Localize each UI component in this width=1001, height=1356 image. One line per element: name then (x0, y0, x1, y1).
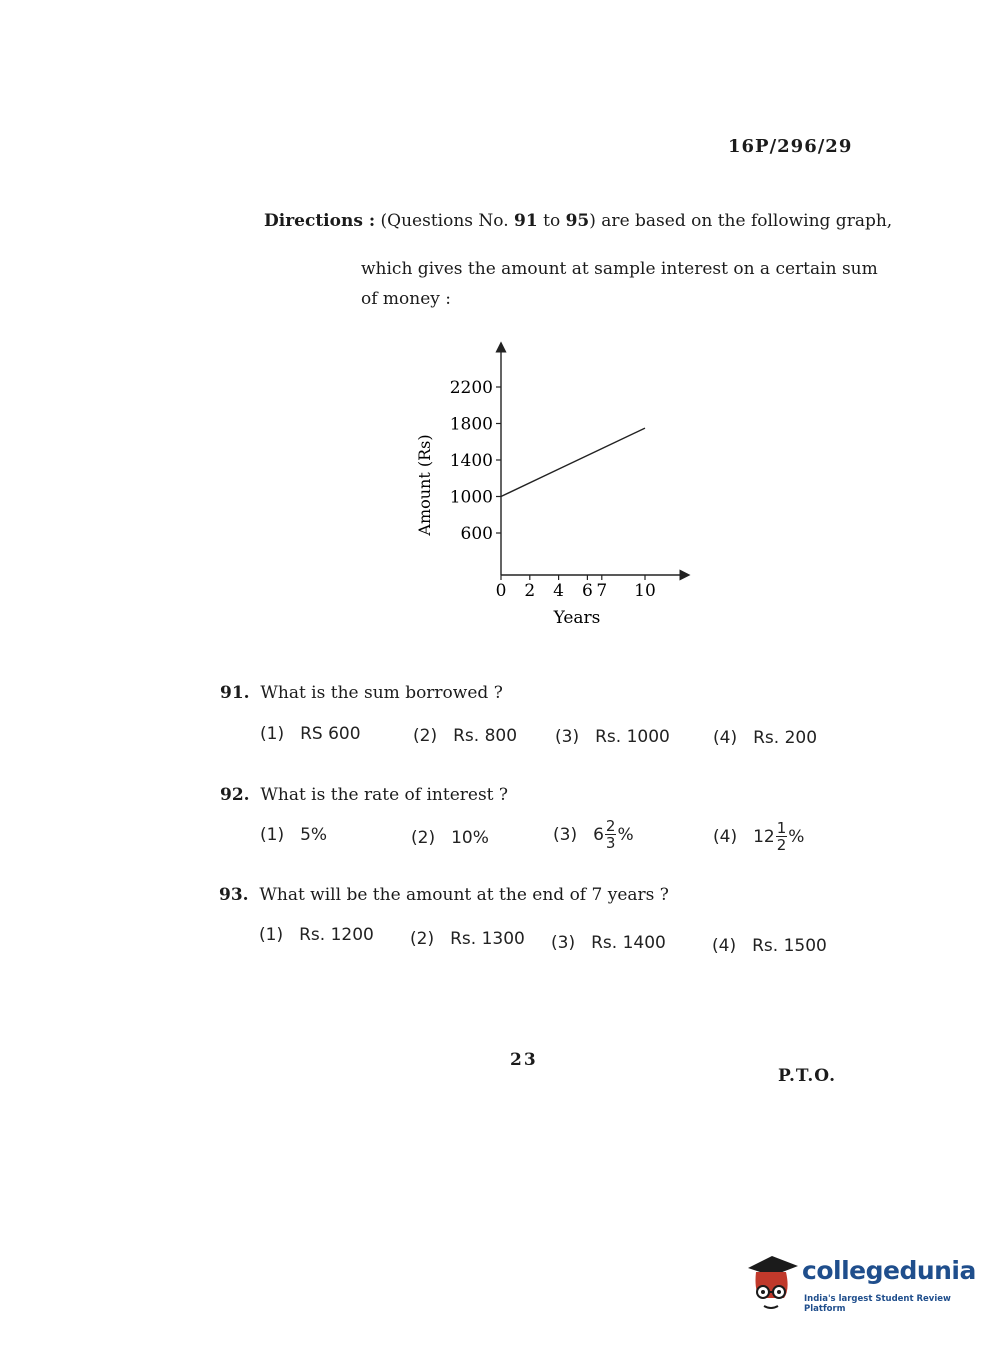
y-tick-label: 2200 (449, 378, 493, 398)
question-text: What is the sum borrowed ? (260, 683, 503, 703)
question-number: 91. (220, 683, 250, 703)
paper-code: 16P/296/29 (728, 136, 853, 157)
y-axis-label: Amount (Rs) (415, 434, 434, 536)
option-text: Rs. 1200 (299, 925, 374, 945)
question-stem (220, 683, 503, 703)
x-tick-label: 7 (596, 581, 608, 601)
fraction-denominator: 2 (776, 836, 787, 854)
brand-tagline: India's largest Student Review Platform (804, 1294, 951, 1314)
amount-series-line (501, 428, 645, 496)
option-number: (2) (410, 929, 435, 949)
mixed-fraction (753, 819, 805, 854)
directions-pre: (Questions No. (380, 211, 509, 231)
option-text: Rs. 800 (453, 726, 518, 746)
option-4 (713, 820, 804, 853)
pto-label: P.T.O. (778, 1066, 836, 1086)
question-stem (220, 785, 508, 805)
question-number: 92. (220, 785, 250, 805)
brand-name: collegedunia (802, 1256, 976, 1285)
option-number: (1) (260, 724, 285, 744)
directions-to: to (543, 211, 561, 231)
option-number: (1) (260, 825, 285, 845)
fraction-numerator: 1 (776, 819, 787, 837)
directions-q-to: 95 (565, 211, 590, 231)
option-2 (411, 828, 489, 848)
option-number: (4) (713, 728, 738, 748)
percent-sign: % (617, 824, 634, 845)
question-text: What is the rate of interest ? (260, 785, 509, 805)
option-text: RS 600 (300, 724, 361, 744)
fraction (605, 818, 617, 851)
option-number: (3) (553, 824, 578, 845)
option-number: (3) (551, 933, 576, 953)
interest-graph (400, 335, 700, 635)
option-3 (555, 727, 670, 747)
option-number: (2) (411, 828, 436, 848)
x-tick-label: 6 (581, 581, 593, 601)
option-3 (551, 933, 666, 953)
y-tick-label: 1800 (449, 414, 493, 435)
directions-line-2: which gives the amount at sample interest on a certain sum (361, 259, 878, 279)
fraction-denominator: 3 (605, 834, 616, 852)
page-number: 23 (510, 1050, 538, 1070)
percent-sign: % (788, 826, 805, 847)
question-text: What will be the amount at the end of 7 years ? (259, 885, 669, 905)
fraction-whole: 6 (593, 824, 604, 845)
option-1 (259, 925, 374, 945)
y-tick-label: 600 (460, 524, 493, 544)
option-4 (713, 728, 817, 748)
option-number: (4) (712, 936, 737, 956)
x-axis-label: Years (553, 608, 601, 628)
y-tick-label: 1000 (449, 487, 493, 508)
option-number: (3) (555, 727, 580, 747)
directions-line-3: of money : (361, 289, 452, 309)
fraction-whole: 12 (753, 826, 775, 847)
option-4 (712, 936, 827, 956)
option-number: (2) (413, 726, 438, 746)
option-1 (260, 724, 361, 744)
option-text: Rs. 1000 (595, 727, 670, 747)
option-text: 5% (300, 825, 328, 845)
x-tick-label: 4 (553, 581, 565, 601)
collegedunia-watermark (742, 1250, 976, 1320)
option-text: Rs. 200 (753, 728, 818, 748)
option-2 (413, 726, 517, 746)
option-number: (1) (259, 925, 284, 945)
option-text: Rs. 1300 (450, 929, 525, 949)
option-1 (260, 825, 327, 845)
option-2 (410, 929, 525, 949)
mixed-fraction (593, 817, 634, 852)
directions-label: Directions : (264, 211, 376, 231)
option-number: (4) (713, 826, 738, 847)
directions-line-1 (264, 211, 892, 231)
option-text: Rs. 1400 (591, 933, 666, 953)
option-3 (553, 818, 634, 851)
y-tick-label: 1400 (449, 451, 493, 471)
directions-post: ) are based on the following graph, (589, 211, 893, 231)
mascot-icon (742, 1250, 800, 1316)
question-number: 93. (219, 885, 249, 905)
fraction (776, 820, 788, 853)
x-tick-label: 2 (524, 581, 536, 601)
question-stem (219, 885, 669, 905)
option-text: 10% (451, 828, 489, 848)
directions-q-from: 91 (514, 211, 538, 231)
x-tick-label: 10 (634, 581, 656, 601)
option-text: Rs. 1500 (752, 936, 827, 956)
x-tick-label: 0 (495, 581, 507, 601)
fraction-numerator: 2 (605, 817, 616, 835)
